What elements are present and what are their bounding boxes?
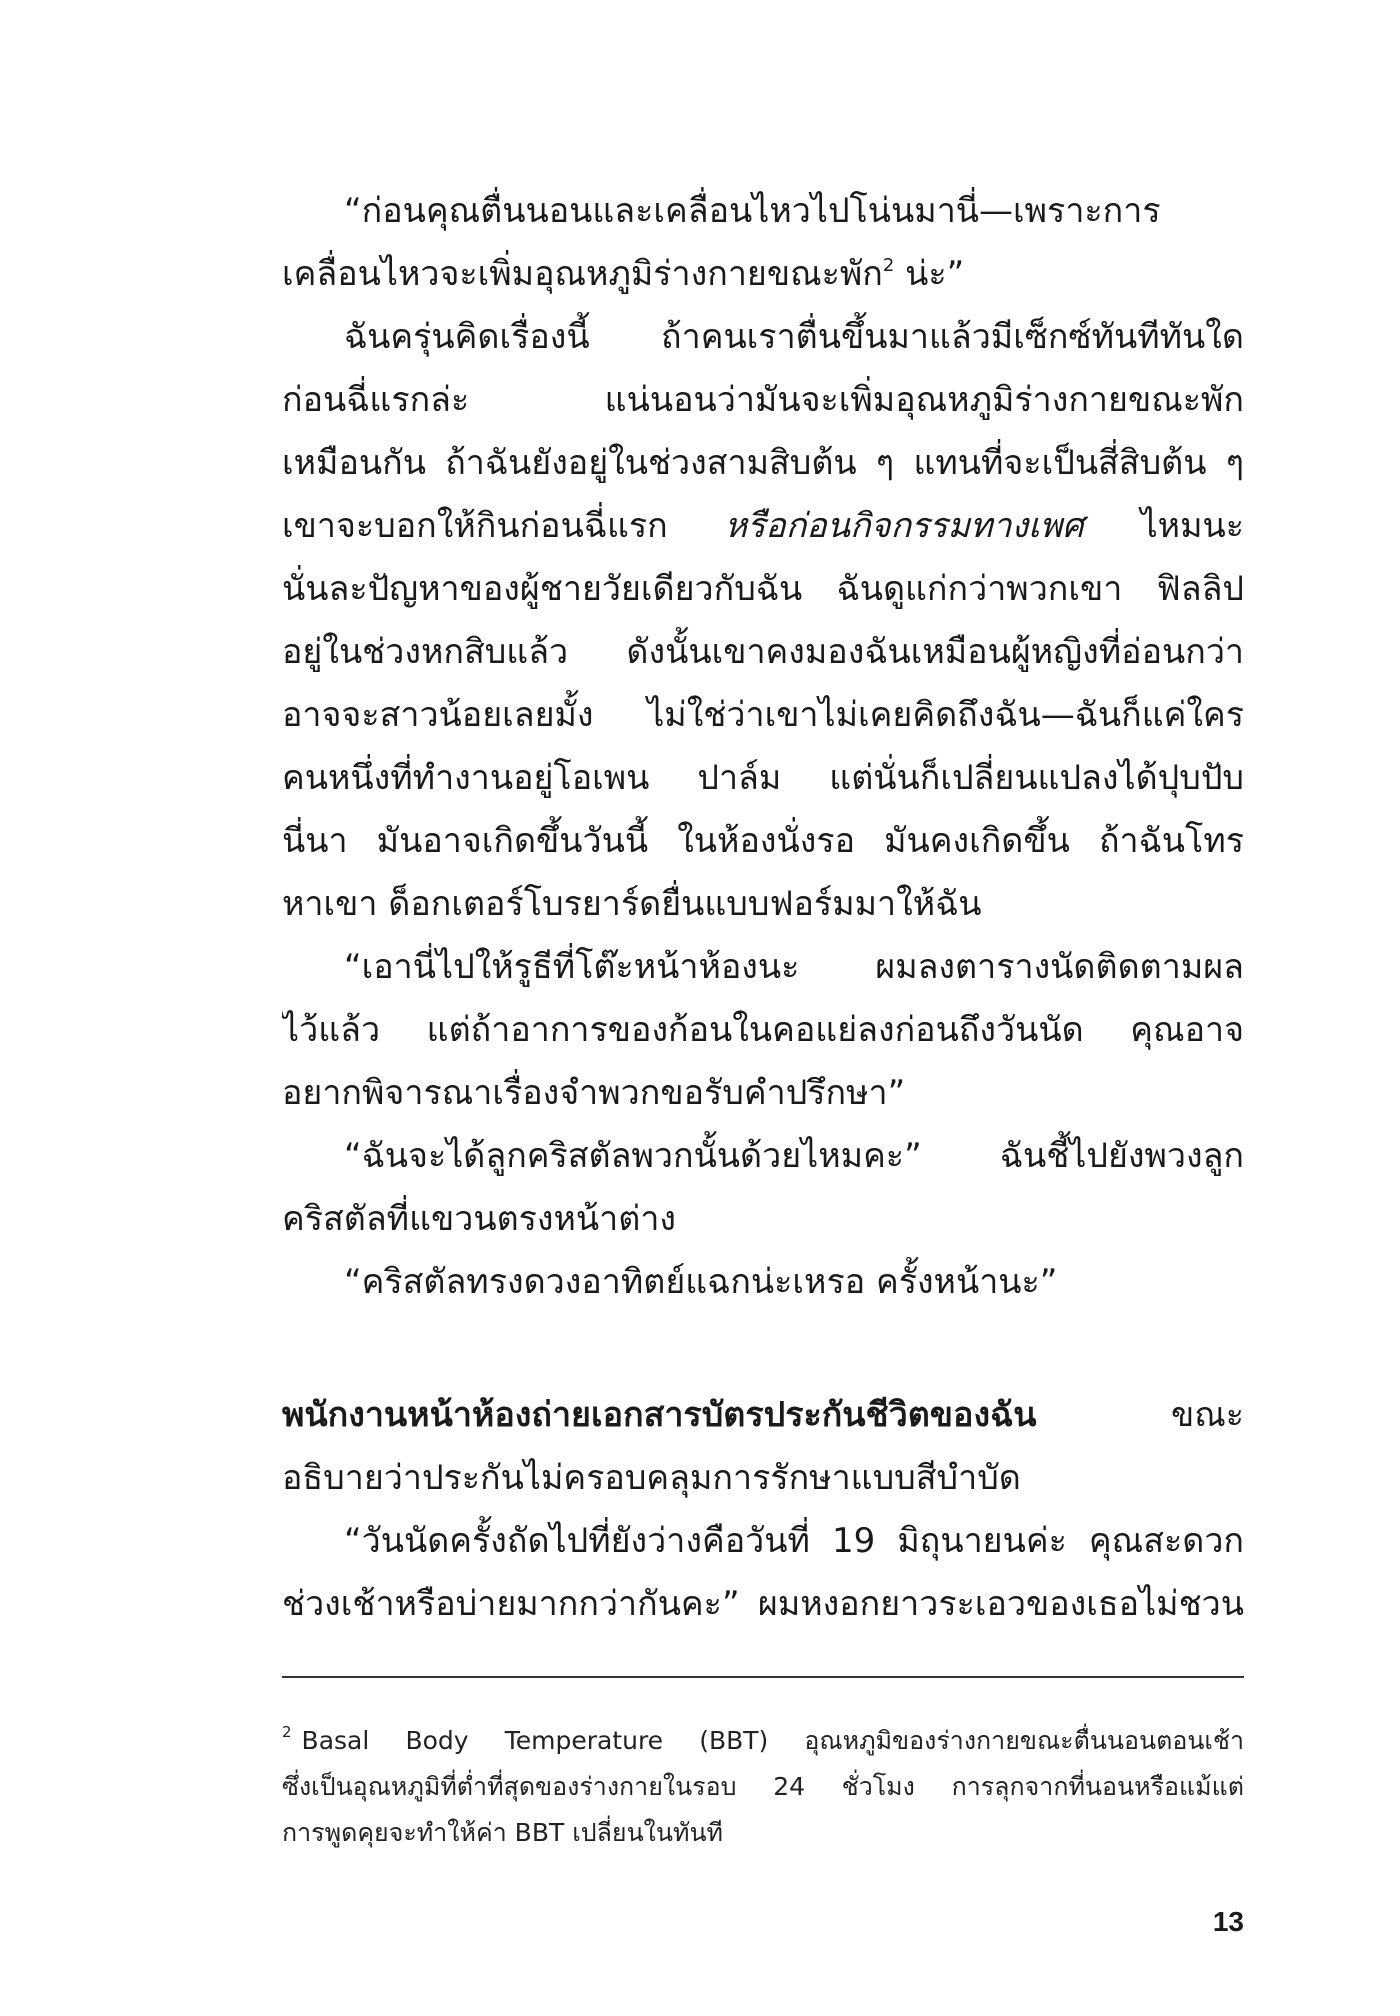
text-run: น่ะ” (894, 254, 965, 294)
footnote-reference: 2 (882, 255, 895, 276)
text-line: ฉันครุ่นคิดเรื่องนี้ ถ้าคนเราตื่นขึ้นมาแล้วมีเซ็กซ์ทันทีทันใด (344, 317, 1244, 357)
text-line: ช่วงเช้าหรือบ่ายมากกว่ากันคะ” ผมหงอกยาวระเอวของเธอไม่ชวน (282, 1584, 1244, 1624)
footnote (282, 1718, 1244, 1856)
text-line (282, 243, 1244, 306)
text-line: “เอานี่ไปให้รูธีที่โต๊ะหน้าห้องนะ ผมลงตารางนัดติดตามผล (344, 947, 1244, 987)
footnote-line: การพูดคุยจะทำให้ค่า BBT เปลี่ยนในทันที (282, 1818, 724, 1847)
text-line: นั่นละปัญหาของผู้ชายวัยเดียวกับฉัน ฉันดูแก่กว่าพวกเขา ฟิลลิป (282, 569, 1244, 609)
text-line: “คริสตัลทรงดวงอาทิตย์แฉกน่ะเหรอ ครั้งหน้านะ” (344, 1262, 1058, 1302)
text-line: ก่อนฉี่แรกล่ะ แน่นอนว่ามันจะเพิ่มอุณหภูมิร่างกายขณะพัก (282, 380, 1244, 420)
page-number: 13 (1212, 1906, 1244, 1937)
section-break (282, 1314, 1244, 1384)
text-line: อธิบายว่าประกันไม่ครอบคลุมการรักษาแบบสีบำบัด (282, 1458, 1021, 1498)
text-line: เหมือนกัน ถ้าฉันยังอยู่ในช่วงสามสิบต้น ๆ แทนที่จะเป็นสี่สิบต้น ๆ (282, 443, 1244, 483)
text-line: หาเขา ด็อกเตอร์โบรยาร์ดยื่นแบบฟอร์มมาให้ฉัน (282, 884, 982, 924)
text-line: นี่นา มันอาจเกิดขึ้นวันนี้ ในห้องนั่งรอ มันคงเกิดขึ้น ถ้าฉันโทร (282, 821, 1244, 861)
text-line: อยากพิจารณาเรื่องจำพวกขอรับคำปรึกษา” (282, 1073, 906, 1113)
text-run: ขณะ (1036, 1395, 1244, 1435)
footnote-mark: 2 (282, 1723, 292, 1741)
text-line: “วันนัดครั้งถัดไปที่ยังว่างคือวันที่ 19 มิถุนายนค่ะ คุณสะดวก (344, 1521, 1244, 1561)
text-line: คนหนึ่งที่ทำงานอยู่โอเพน ปาล์ม แต่นั่นก็เปลี่ยนแปลงได้ปุบปับ (282, 758, 1244, 798)
text-run: Basal Body Temperature (BBT) อุณหภูมิของร่างกายขณะตื่นนอนตอนเช้า (301, 1726, 1244, 1755)
italic-text: หรือก่อนกิจกรรมทางเพศ (724, 506, 1084, 546)
text-line: คริสตัลที่แขวนตรงหน้าต่าง (282, 1199, 677, 1239)
footnote-line (282, 1718, 1244, 1764)
text-run: ไหมนะ (1083, 506, 1244, 546)
text-run: เคลื่อนไหวจะเพิ่มอุณหภูมิร่างกายขณะพัก (282, 254, 883, 294)
footnote-line: ซึ่งเป็นอุณหภูมิที่ต่ำที่สุดของร่างกายในรอบ 24 ชั่วโมง การลุกจากที่นอนหรือแม้แต่ (282, 1772, 1244, 1801)
text-line: อาจจะสาวน้อยเลยมั้ง ไม่ใช่ว่าเขาไม่เคยคิดถึงฉัน—ฉันก็แค่ใคร (282, 695, 1244, 735)
bold-lead-in: พนักงานหน้าห้องถ่ายเอกสารบัตรประกันชีวิตของฉัน (282, 1395, 1037, 1435)
text-line: “ฉันจะได้ลูกคริสตัลพวกนั้นด้วยไหมคะ” ฉันชี้ไปยังพวงลูก (344, 1136, 1244, 1176)
text-line (282, 495, 1244, 558)
main-text (282, 180, 1244, 1636)
footnote-divider (282, 1676, 1244, 1678)
text-line: อยู่ในช่วงหกสิบแล้ว ดังนั้นเขาคงมองฉันเหมือนผู้หญิงที่อ่อนกว่า (282, 632, 1244, 672)
text-line: ไว้แล้ว แต่ถ้าอาการของก้อนในคอแย่ลงก่อนถึงวันนัด คุณอาจ (282, 1010, 1244, 1050)
text-run: เขาจะบอกให้กินก่อนฉี่แรก (282, 506, 725, 546)
text-line: “ก่อนคุณตื่นนอนและเคลื่อนไหวไปโน่นมานี่—เพราะการ (344, 191, 1161, 231)
text-line (282, 1384, 1244, 1447)
